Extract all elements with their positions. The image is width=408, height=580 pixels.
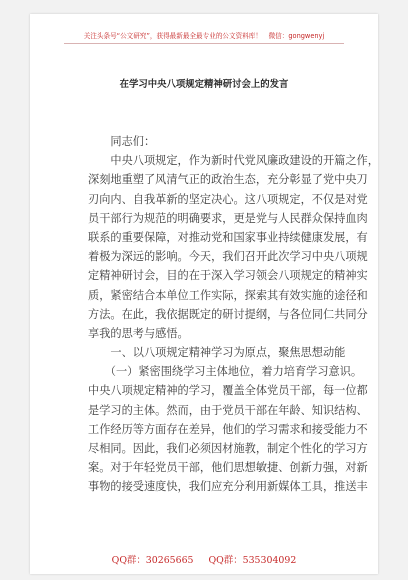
body-line: 员干部行为规范的明确要求，更是党与人民群众保持血肉 [88, 211, 368, 225]
document-title: 在学习中央八项规定精神研讨会上的发言 [119, 79, 289, 90]
body-line: 刃向内、自我革新的坚定决心。这八项规定，不仅是对党 [88, 192, 368, 206]
body-line: 联系的重要保障，对推动党和国家事业持续健康发展，有 [88, 230, 368, 244]
banner-divider [64, 43, 344, 44]
body-line: 事物的接受速度快，我们应充分利用新媒体工具，推送丰 [88, 480, 368, 494]
subsection-heading: （一）紧密围绕学习主体地位，着力培育学习意识。 [88, 365, 363, 379]
qq-group-1: QQ群：30265665 [111, 555, 194, 566]
body-line: 质，紧密结合本单位工作实际，探索其有效实施的途径和 [88, 288, 368, 302]
body-line: 中央八项规定精神的学习，覆盖全体党员干部，每一位都 [88, 384, 368, 398]
body-line: 着极为深远的影响。今天，我们召开此次学习中央八项规 [88, 250, 368, 264]
qq-group-2: QQ群：535304092 [208, 555, 297, 566]
document-body [88, 132, 379, 497]
section-heading: 一、以八项规定精神学习为原点，聚焦思想动能 [88, 346, 346, 360]
body-line: 方法。在此，我依据既定的研讨提纲，与各位同仁共同分 [88, 307, 368, 321]
body-line: 是学习的主体。然而，由于党员干部在年龄、知识结构、 [88, 403, 368, 417]
footer-contact [30, 552, 378, 566]
promo-banner: 关注头条号“公文研究”，获得最新最全最专业的公文资料库！ 微信：gongwenyj [83, 32, 325, 40]
document-page [30, 14, 378, 574]
body-line: 尽相同。因此，我们必须因材施教，制定个性化的学习方 [88, 442, 368, 455]
body-line-salutation: 同志们： [88, 135, 156, 148]
body-line: 定精神研讨会，目的在于深入学习领会八项规定的精神实 [88, 269, 368, 283]
body-line: 中央八项规定，作为新时代党风廉政建设的开篇之作， [88, 154, 379, 168]
body-line: 案。对于年轻党员干部，他们思想敏捷、创新力强，对新 [88, 461, 368, 475]
body-line: 工作经历等方面存在差异，他们的学习需求和接受能力不 [88, 422, 368, 436]
body-line: 深刻地重塑了风清气正的政治生态，充分彰显了党中央刀 [88, 173, 368, 187]
body-line: 享我的思考与感悟。 [88, 326, 189, 340]
